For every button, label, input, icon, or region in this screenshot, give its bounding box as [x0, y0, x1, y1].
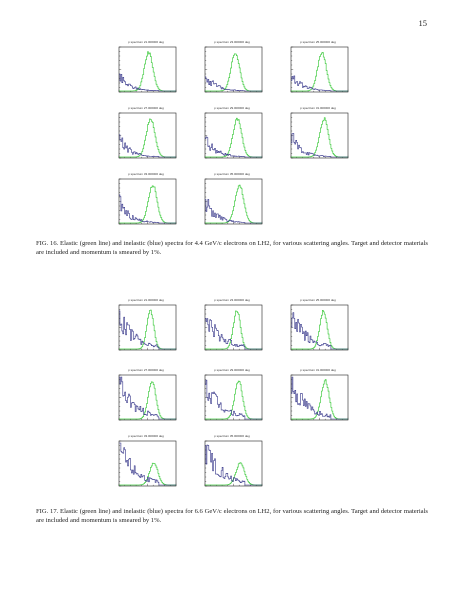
spectrum-plot [198, 111, 266, 164]
panel-title: p spectrum 33.000000 deg [128, 434, 164, 438]
panel-title: p spectrum 29.000000 deg [214, 106, 250, 110]
inelastic-spectrum-line [291, 377, 348, 419]
elastic-spectrum-line [119, 186, 176, 223]
inelastic-spectrum-line [119, 135, 176, 157]
elastic-spectrum-line [291, 52, 348, 91]
page-number: 15 [418, 18, 427, 28]
inelastic-spectrum-line [291, 76, 348, 91]
spectrum-plot [198, 373, 266, 426]
inelastic-spectrum-line [205, 445, 262, 485]
inelastic-spectrum-line [119, 311, 176, 349]
spectrum-plot [112, 439, 180, 492]
inelastic-spectrum-line [205, 199, 262, 223]
elastic-spectrum-line [119, 310, 176, 349]
panel-title: p spectrum 25.000000 deg [300, 40, 336, 44]
plot-frame [205, 113, 262, 158]
spectrum-panel [112, 172, 180, 230]
spectrum-plot [198, 45, 266, 98]
spectrum-plot [112, 45, 180, 98]
spectrum-plot [112, 303, 180, 356]
spectrum-panel [112, 40, 180, 98]
figure-caption: FIG. 16. Elastic (green line) and inelastic (blue) spectra for 4.4 GeV/c electrons on LH2, for various scattering angles. Target and detector materials are included and momentum is smeared by 1%. [36, 240, 428, 256]
panel-title: p spectrum 35.000000 deg [214, 172, 250, 176]
elastic-spectrum-line [205, 185, 262, 223]
panel-title: p spectrum 33.000000 deg [128, 172, 164, 176]
panel-title: p spectrum 21.000000 deg [128, 298, 164, 302]
panel-title: p spectrum 31.000000 deg [300, 106, 336, 110]
spectrum-panel [284, 40, 352, 98]
spectrum-panel [198, 40, 266, 98]
spectrum-plot [112, 111, 180, 164]
spectrum-panel [198, 106, 266, 164]
elastic-spectrum-line [291, 118, 348, 157]
spectrum-plot [112, 177, 180, 230]
inelastic-spectrum-line [119, 195, 176, 223]
elastic-spectrum-line [119, 463, 176, 485]
spectrum-panel [112, 106, 180, 164]
spectrum-panel [284, 368, 352, 426]
spectrum-plot [198, 177, 266, 230]
panel-title: p spectrum 27.000000 deg [128, 368, 164, 372]
plot-frame [291, 47, 348, 92]
plot-frame [205, 179, 262, 224]
spectrum-panel [112, 368, 180, 426]
spectrum-plot [284, 45, 352, 98]
plot-frame [205, 47, 262, 92]
inelastic-spectrum-line [205, 380, 262, 419]
elastic-spectrum-line [205, 118, 262, 157]
spectrum-panel [198, 368, 266, 426]
spectrum-plot [284, 373, 352, 426]
spectrum-panel [112, 298, 180, 356]
inelastic-spectrum-line [205, 77, 262, 91]
spectrum-plot [198, 303, 266, 356]
spectrum-panel [198, 172, 266, 230]
panel-title: p spectrum 23.000000 deg [214, 40, 250, 44]
panel-title: p spectrum 21.000000 deg [128, 40, 164, 44]
spectrum-panel [284, 298, 352, 356]
panel-title: p spectrum 23.000000 deg [214, 298, 250, 302]
spectrum-panel [198, 298, 266, 356]
panel-title: p spectrum 25.000000 deg [300, 298, 336, 302]
plot-frame [119, 305, 176, 350]
spectrum-plot [284, 111, 352, 164]
inelastic-spectrum-line [205, 137, 262, 157]
spectrum-plot [284, 303, 352, 356]
panel-title: p spectrum 29.000000 deg [214, 368, 250, 372]
spectrum-plot [112, 373, 180, 426]
spectrum-plot [198, 439, 266, 492]
elastic-spectrum-line [205, 54, 262, 91]
panel-title: p spectrum 31.000000 deg [300, 368, 336, 372]
inelastic-spectrum-line [119, 443, 176, 485]
spectrum-panel [112, 434, 180, 492]
elastic-spectrum-line [205, 311, 262, 349]
panel-title: p spectrum 35.000000 deg [214, 434, 250, 438]
inelastic-spectrum-line [119, 74, 176, 91]
spectrum-panel [198, 434, 266, 492]
spectrum-panel [284, 106, 352, 164]
figure-caption: FIG. 17. Elastic (green line) and inelastic (blue) spectra for 6.6 GeV/c electrons on LH2, for various scattering angles. Target and detector materials are included and momentum is smeared by 1%. [36, 508, 428, 524]
panel-title: p spectrum 27.000000 deg [128, 106, 164, 110]
